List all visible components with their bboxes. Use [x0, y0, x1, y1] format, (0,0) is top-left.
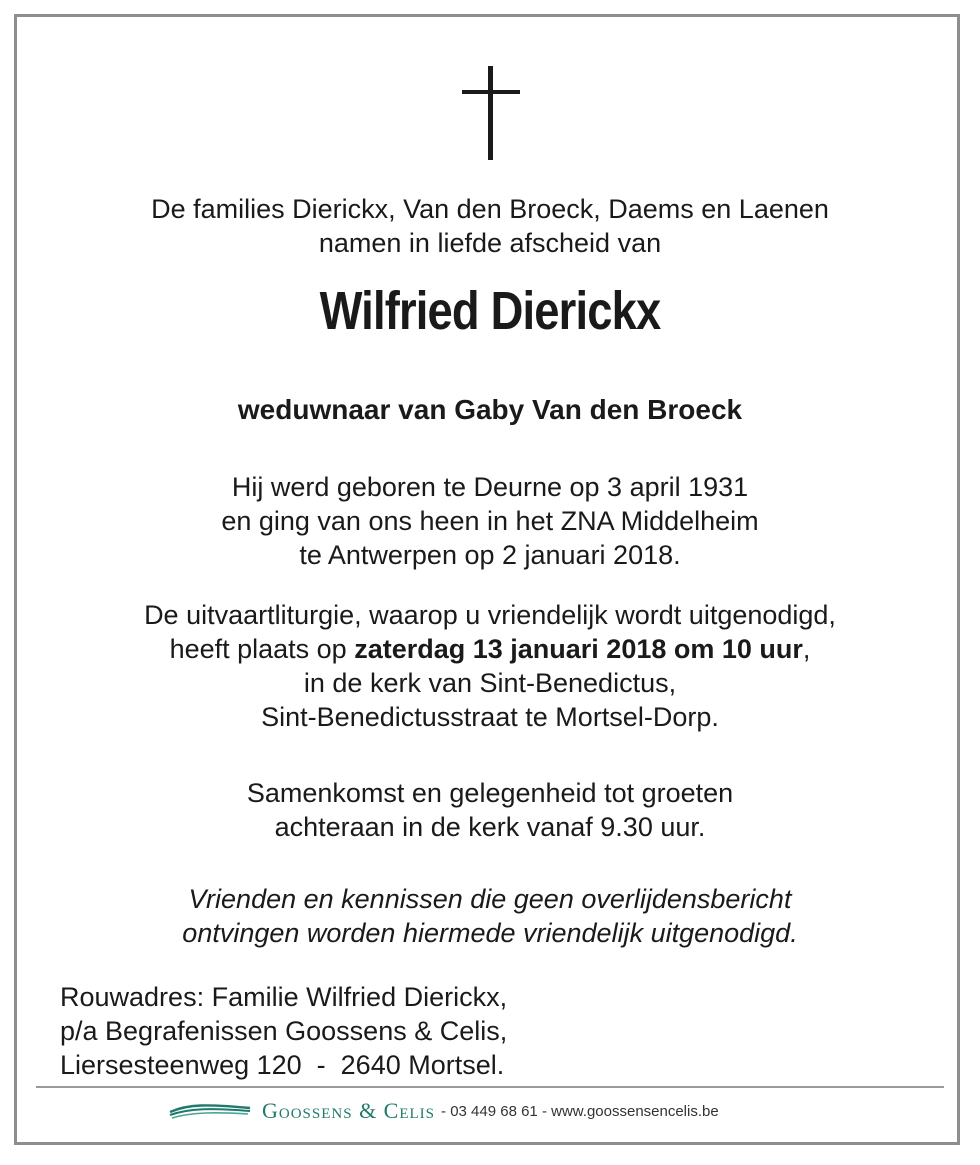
funeral-home-footer	[168, 1094, 719, 1128]
meeting-line-2: achteraan in de kerk vanaf 9.30 uur.	[274, 812, 706, 842]
intro-line-1: De families Dierickx, Van den Broeck, Daems en Laenen	[151, 194, 829, 224]
born-line-2: en ging van ons heen in het ZNA Middelheim	[221, 506, 759, 536]
liturgy-line-3: in de kerk van Sint-Benedictus,	[303, 668, 677, 698]
address-line-1: Rouwadres: Familie Wilfried Dierickx,	[60, 982, 508, 1012]
footer-divider	[36, 1086, 944, 1088]
liturgy-line-2-suffix: ,	[802, 634, 811, 664]
birth-death-text	[40, 470, 940, 572]
invitation-line-1: Vrienden en kennissen die geen overlijdensbericht	[188, 884, 792, 914]
liturgy-line-4: Sint-Benedictusstraat te Mortsel-Dorp.	[261, 702, 719, 732]
notice-frame	[14, 14, 960, 1145]
meeting-text	[40, 776, 940, 844]
invitation-text	[40, 882, 940, 950]
born-line-3: te Antwerpen op 2 januari 2018.	[299, 540, 681, 570]
cross-icon	[462, 66, 520, 160]
spouse-line: weduwnaar van Gaby Van den Broeck	[237, 394, 743, 425]
address-line-2: p/a Begrafenissen Goossens & Celis,	[60, 1016, 508, 1046]
liturgy-line-2-prefix: heeft plaats op	[169, 634, 355, 664]
liturgy-line-1: De uitvaartliturgie, waarop u vriendelijk wordt uitgenodigd,	[144, 600, 836, 630]
intro-text	[40, 192, 940, 260]
funeral-home-contact: - 03 449 68 61 - www.goossensencelis.be	[441, 1102, 719, 1120]
meeting-line-1: Samenkomst en gelegenheid tot groeten	[246, 778, 734, 808]
liturgy-text	[40, 598, 940, 734]
deceased-name: Wilfried Dierickx	[319, 281, 661, 341]
funeral-home-brand: Goossens & Celis	[262, 1098, 436, 1123]
born-line-1: Hij werd geboren te Deurne op 3 april 1931	[231, 472, 749, 502]
liturgy-date: zaterdag 13 januari 2018 om 10 uur	[354, 634, 803, 664]
waves-logo-icon	[168, 1100, 252, 1122]
address-line-3: Liersesteenweg 120 - 2640 Mortsel.	[60, 1050, 505, 1080]
intro-line-2: namen in liefde afscheid van	[318, 228, 662, 258]
liturgy-line-2	[40, 632, 940, 666]
mourning-address	[60, 980, 507, 1082]
invitation-line-2: ontvingen worden hiermede vriendelijk uitgenodigd.	[182, 918, 798, 948]
